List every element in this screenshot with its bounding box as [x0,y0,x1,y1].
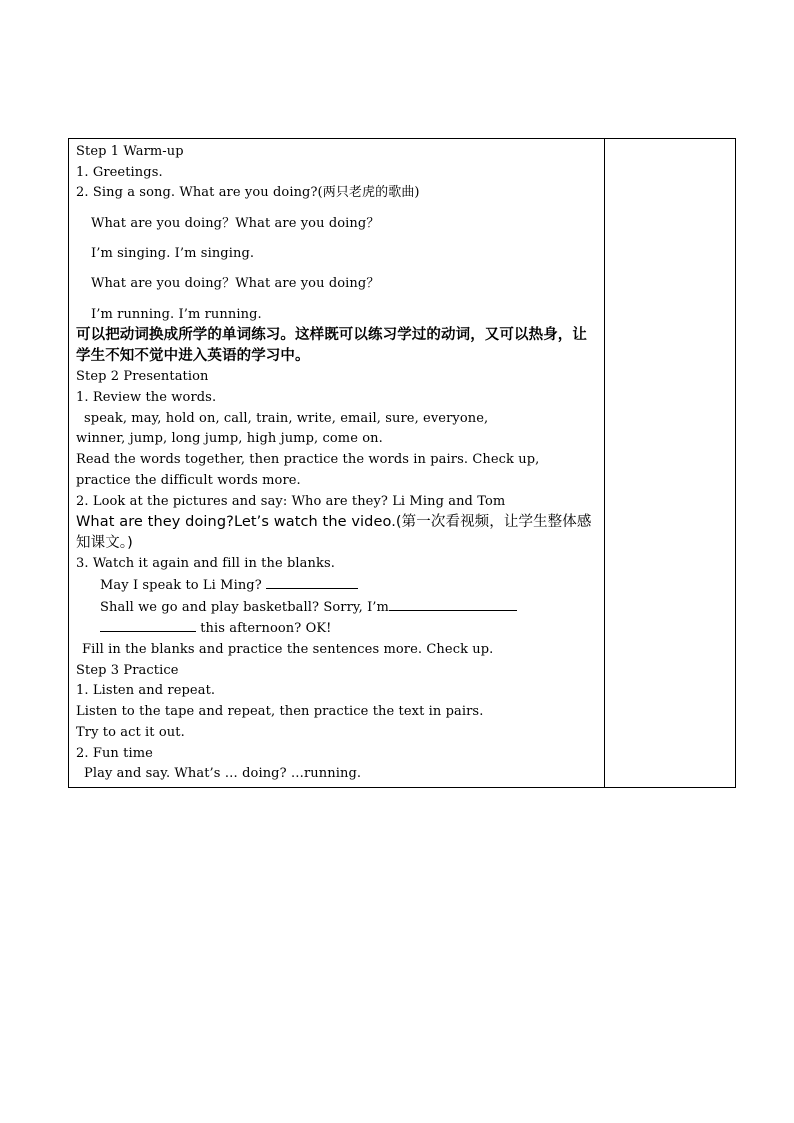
answer-blank-2[interactable] [389,597,517,611]
song-line-1: What are you doing？What are you doing？ [91,215,380,231]
song-line-4: I’m running. I’m running. [91,306,262,322]
answer-blank-1[interactable] [266,575,358,589]
song-line-3: What are you doing？What are you doing？ [91,276,380,292]
column-divider [604,139,605,787]
fill-blank-line-1 [100,575,601,597]
fill-blank-line-2 [100,597,601,619]
watch-again-item: 3. Watch it again and fill in the blanks. [76,556,335,572]
read-words-line-2: practice the difficult words more. [76,472,301,488]
answer-blank-3[interactable] [100,618,196,632]
fill-blank-line-3 [100,618,601,640]
greetings-item: 1. Greetings. [76,164,163,180]
act-out-line: Try to act it out. [76,724,185,740]
fill-blank-sentence-3: this afternoon? OK! [200,621,332,637]
song-line-2: I’m singing. I’m singing. [91,246,255,261]
play-say-line: Play and say. What’s … doing? …running. [84,766,362,782]
watch-video-line: What are they doing?Let’s watch the video.(第一次看视频，让学生整体感知课文。) [76,514,592,552]
teaching-note: 可以把动词换成所学的单词练习。这样既可以练习学过的动词，又可以热身，让学生不知不觉中进入英语的学习中。 [76,327,587,365]
listen-tape-line: Listen to the tape and repeat, then practice the text in pairs. [76,704,484,720]
step3-heading: Step 3 Practice [76,662,179,678]
word-list-line-1: speak, may, hold on, call, train, write, email, sure, everyone, [84,410,489,426]
fill-blanks-instruction: Fill in the blanks and practice the sentences more. Check up. [82,642,494,658]
sing-song-item: 2. Sing a song. What are you doing?(两只老虎的歌曲) [76,185,420,201]
step2-heading: Step 2 Presentation [76,369,209,385]
lesson-plan-table [68,138,736,788]
look-pictures-item: 2. Look at the pictures and say: Who are they? Li Ming and Tom [76,493,506,509]
listen-repeat-item: 1. Listen and repeat. [76,683,216,699]
step1-heading: Step 1 Warm-up [76,144,184,159]
review-words-item: 1. Review the words. [76,390,217,405]
read-words-line-1: Read the words together, then practice the words in pairs. Check up, [76,452,540,468]
fun-time-item: 2. Fun time [76,745,153,761]
lesson-content-cell [76,142,601,785]
word-list-line-2: winner, jump, long jump, high jump, come on. [76,431,383,447]
fill-blank-sentence-2: Shall we go and play basketball? Sorry, I’m [100,599,389,615]
fill-blank-sentence-1: May I speak to Li Ming? [100,577,262,593]
